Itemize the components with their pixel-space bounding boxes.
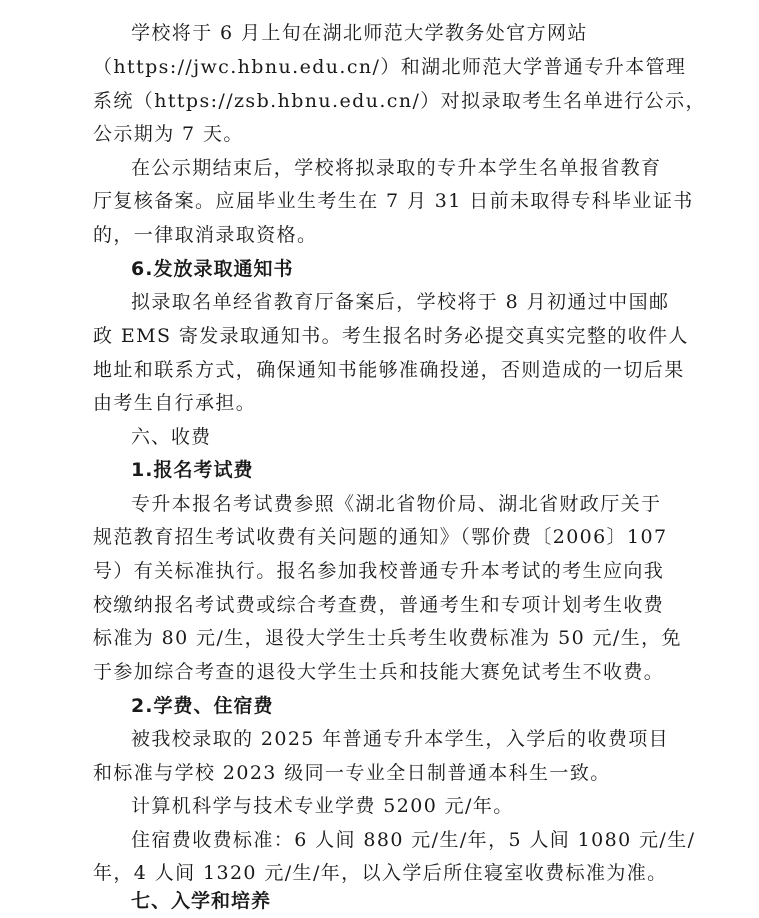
text-line-10: 政 EMS 寄发录取通知书。考生报名时务必提交真实完整的收件人 (93, 325, 689, 347)
text-line-22: 被我校录取的 2025 年普通专升本学生，入学后的收费项目 (131, 728, 670, 750)
text-line-7: 的，一律取消录取资格。 (93, 224, 318, 246)
section-heading-exam-fee: 1.报名考试费 (131, 459, 254, 481)
text-line-9: 拟录取名单经省教育厅备案后，学校将于 8 月初通过中国邮 (131, 291, 670, 313)
text-line-19: 标准为 80 元/生，退役大学生士兵考生收费标准为 50 元/生，免 (93, 627, 682, 649)
text-line-20: 于参加综合考查的退役大学生士兵和技能大赛免试考生不收费。 (93, 661, 665, 683)
text-line-24: 计算机科学与技术专业学费 5200 元/年。 (131, 795, 514, 817)
text-line-23: 和标准与学校 2023 级同一专业全日制普通本科生一致。 (93, 762, 611, 784)
text-line-6: 厅复核备案。应届毕业生考生在 7 月 31 日前未取得专科毕业证书 (93, 190, 694, 212)
text-line-12: 由考生自行承担。 (93, 392, 257, 414)
section-heading-issue-notice: 6.发放录取通知书 (131, 258, 294, 280)
chapter-heading-fees: 六、收费 (131, 426, 212, 448)
text-line-18: 校缴纳报名考试费或综合考查费，普通考生和专项计划考生收费 (93, 594, 665, 616)
text-line-4: 公示期为 7 天。 (93, 123, 244, 145)
text-line-17: 号）有关标准执行。报名参加我校普通专升本考试的考生应向我 (93, 560, 665, 582)
text-line-25: 住宿费收费标准：6 人间 880 元/生/年，5 人间 1080 元/生/ (131, 829, 696, 851)
text-line-11: 地址和联系方式，确保通知书能够准确投递，否则造成的一切后果 (93, 359, 685, 381)
text-line-3: 系统（https://zsb.hbnu.edu.cn/）对拟录取考生名单进行公示， (93, 90, 706, 112)
text-line-5: 在公示期结束后，学校将拟录取的专升本学生名单报省教育 (131, 157, 662, 179)
section-heading-tuition: 2.学费、住宿费 (131, 695, 274, 717)
chapter-heading-enrollment: 七、入学和培养 (131, 890, 272, 912)
text-line-15: 专升本报名考试费参照《湖北省物价局、湖北省财政厅关于 (131, 493, 662, 515)
text-line-2: （https://jwc.hbnu.edu.cn/）和湖北师范大学普通专升本管理 (93, 56, 687, 78)
text-line-26: 年，4 人间 1320 元/生/年，以入学后所住寝室收费标准为准。 (93, 862, 668, 884)
text-line-1: 学校将于 6 月上旬在湖北师范大学教务处官方网站 (131, 22, 588, 44)
text-line-16: 规范教育招生考试收费有关问题的通知》（鄂价费〔2006〕107 (93, 526, 668, 548)
